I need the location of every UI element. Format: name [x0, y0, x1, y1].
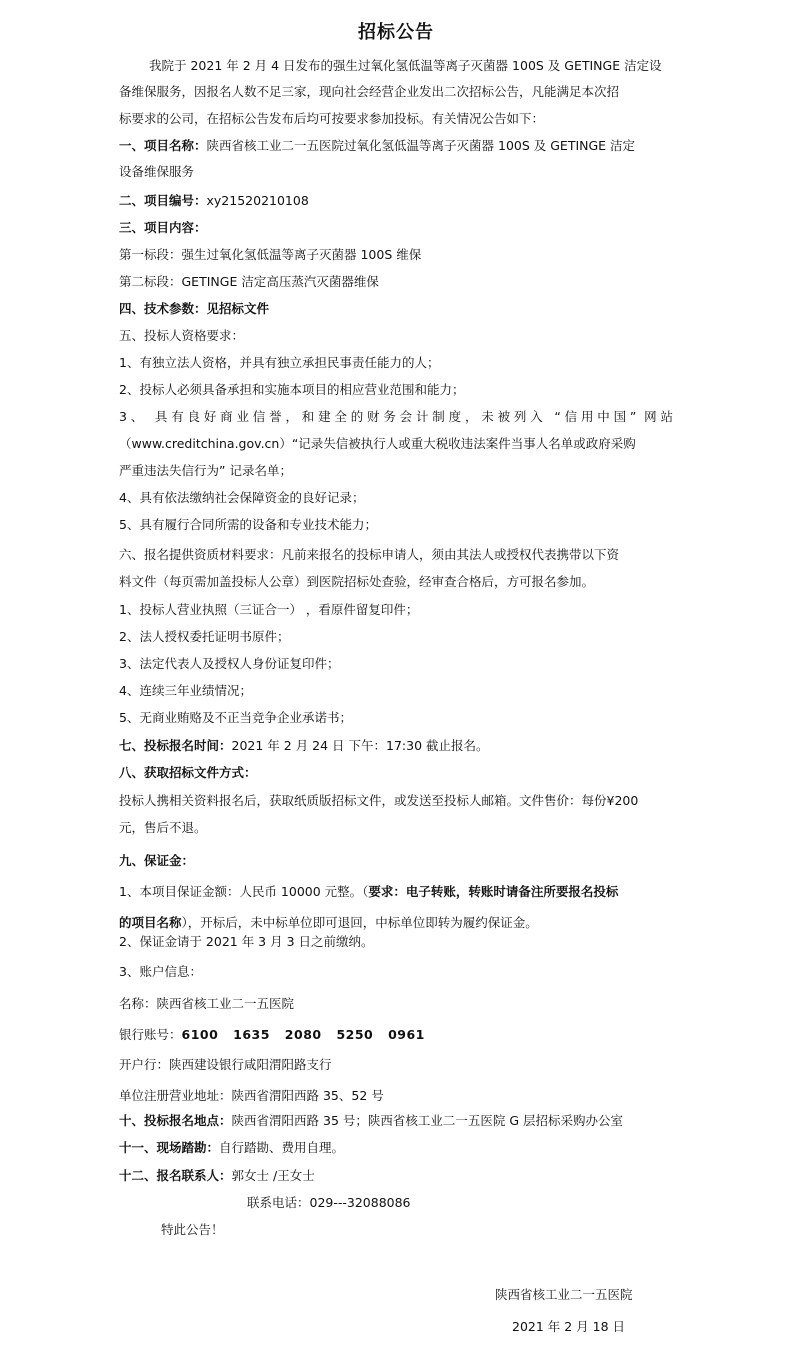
- signature-org: 陕西省核工业二一五医院: [495, 1287, 633, 1302]
- section-registration-place: [119, 1112, 623, 1129]
- material-item: 4、连续三年业绩情况；: [119, 683, 252, 698]
- closing-text: 特此公告！: [161, 1222, 224, 1237]
- section-label: 七、投标报名时间：: [119, 738, 232, 753]
- deposit-item: 2、保证金请于 2021 年 3 月 3 日之前缴纳。: [119, 934, 374, 949]
- materials-intro-cont: 料文件（每页需加盖投标人公章）到医院招标处查验，经审查合格后，方可报名参加。: [119, 574, 595, 589]
- document-title: 招标公告: [358, 22, 434, 43]
- section-site-visit: [119, 1139, 344, 1156]
- intro-line: 我院于 2021 年 2 月 4 日发布的强生过氧化氢低温等离子灭菌器 100S 及 GETINGE 洁定设: [149, 58, 662, 73]
- deposit-requirement-cont: 的项目名称: [119, 915, 182, 930]
- qualification-item: 3、 具有良好商业信誉，和建全的财务会计制度，未被列入 “信用中国” 网站: [119, 409, 673, 424]
- material-item: 3、法定代表人及授权人身份证复印件；: [119, 656, 340, 671]
- section-label: 十二、报名联系人：: [119, 1168, 232, 1183]
- material-item: 2、法人授权委托证明书原件；: [119, 629, 290, 644]
- lot-item: 第二标段：GETINGE 洁定高压蒸汽灭菌器维保: [119, 274, 379, 289]
- qualification-item-cont: 严重违法失信行为” 记录名单；: [119, 463, 292, 478]
- obtain-documents-text-cont: 元，售后不退。: [119, 820, 207, 835]
- qualification-item-cont: （www.creditchina.gov.cn）“记录失信被执行人或重大税收违法案件当事人名单或政府采购: [119, 436, 636, 451]
- section-registration-time: [119, 737, 489, 754]
- account-number: 银行账号：6100 1635 2080 5250 0961: [119, 1027, 425, 1042]
- material-item: 5、无商业贿赂及不正当竞争企业承诺书；: [119, 710, 352, 725]
- contact-names: 郭女士 /王女士: [231, 1168, 315, 1183]
- site-visit-value: 自行踏勘、费用自理。: [219, 1140, 345, 1155]
- account-number-value: 6100 1635 2080 5250 0961: [181, 1027, 425, 1042]
- qualification-item: 4、具有依法缴纳社会保障资金的良好记录；: [119, 490, 365, 505]
- qualification-item: 2、投标人必须具备承担和实施本项目的相应营业范围和能力；: [119, 382, 465, 397]
- account-name: 名称：陕西省核工业二一五医院: [119, 996, 295, 1011]
- qualification-item: 1、有独立法人资格，并具有独立承担民事责任能力的人；: [119, 355, 440, 370]
- section-label: 二、项目编号：: [119, 193, 207, 208]
- section-label: 十一、现场踏勘：: [119, 1140, 220, 1155]
- obtain-documents-text: 投标人携相关资料报名后，获取纸质版招标文件，或发送至投标人邮箱。文件售价：每份¥200: [119, 793, 639, 808]
- project-name-value-cont: 设备维保服务: [119, 164, 195, 179]
- section-label: 九、保证金：: [119, 853, 195, 868]
- section-label: 五、投标人资格要求：: [119, 328, 245, 343]
- section-label: 十、投标报名地点：: [119, 1113, 232, 1128]
- intro-line: 备维保服务，因报名人数不足三家，现向社会经营企业发出二次招标公告，凡能满足本次招: [119, 84, 620, 99]
- section-label: 八、获取招标文件方式：: [119, 765, 257, 780]
- registration-time-value: 2021 年 2 月 24 日 下午：17:30 截止报名。: [231, 738, 489, 753]
- materials-intro: 六、报名提供资质材料要求：凡前来报名的投标申请人，须由其法人或授权代表携带以下资: [119, 547, 620, 562]
- signature-date: 2021 年 2 月 18 日: [512, 1319, 626, 1334]
- project-number-value: xy21520210108: [206, 193, 309, 208]
- qualification-item: 5、具有履行合同所需的设备和专业技术能力；: [119, 517, 377, 532]
- material-item: 1、投标人营业执照（三证合一） ，看原件留复印件；: [119, 602, 419, 617]
- registration-place-value: 陕西省渭阳西路 35 号；陕西省核工业二一五医院 G 层招标采购办公室: [231, 1113, 624, 1128]
- deposit-item: 3、账户信息：: [119, 964, 202, 979]
- account-address: 单位注册营业地址：陕西省渭阳西路 35、52 号: [119, 1088, 384, 1103]
- deposit-requirement: 要求：电子转账，转账时请备注所要报名投标: [368, 884, 619, 899]
- account-bank: 开户行：陕西建设银行咸阳渭阳路支行: [119, 1057, 332, 1072]
- section-label: 一、项目名称：: [119, 138, 207, 153]
- contact-phone: 联系电话：029---32088086: [247, 1195, 411, 1210]
- deposit-item: 1、本项目保证金额：人民币 10000 元整。（要求：电子转账，转账时请备注所要报名投标: [119, 884, 619, 899]
- deposit-item-cont: 的项目名称），开标后，未中标单位即可退回，中标单位即转为履约保证金。: [119, 915, 538, 930]
- section-tech-params: 四、技术参数：见招标文件: [119, 301, 270, 316]
- section-label: 三、项目内容：: [119, 220, 207, 235]
- intro-line: 标要求的公司，在招标公告发布后均可按要求参加投标。有关情况公告如下：: [119, 111, 545, 126]
- lot-item: 第一标段：强生过氧化氢低温等离子灭菌器 100S 维保: [119, 247, 422, 262]
- project-name-value: 陕西省核工业二一五医院过氧化氢低温等离子灭菌器 100S 及 GETINGE 洁定: [206, 138, 636, 153]
- section-project-number: [119, 192, 309, 209]
